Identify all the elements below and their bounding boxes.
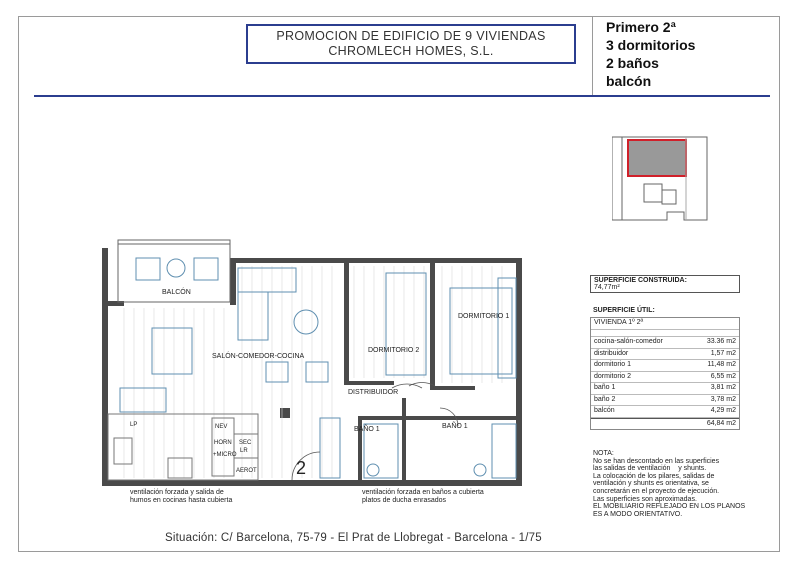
toilet-bath2 (474, 464, 486, 476)
room-name: cocina-salón-comedor (594, 338, 663, 345)
label-distribuidor: DISTRIBUIDOR (348, 389, 399, 396)
wall-south (102, 480, 522, 486)
table-title-row (591, 318, 739, 330)
table-row (591, 372, 739, 384)
room-name: distribuidor (594, 349, 629, 357)
shower-bath2 (492, 424, 516, 478)
label-lr: LR (240, 448, 248, 454)
wall-living-dorm2 (344, 263, 349, 383)
caption-baths-line: platos de ducha enrasados (362, 496, 447, 504)
developer-name: CHROMLECH HOMES, S.L. (328, 44, 494, 58)
armchair-left (136, 258, 160, 280)
table-row (591, 349, 739, 361)
label-horn: HORN (214, 440, 232, 446)
label-salon: SALÓN-COMEDOR-COCINA (212, 353, 305, 360)
table-title: VIVIENDA 1º 2ª (594, 319, 644, 326)
table-row (591, 360, 739, 372)
project-title-box (246, 24, 576, 64)
table-spacer-row (591, 330, 739, 337)
wall-north (230, 258, 516, 263)
toilet-bath1 (367, 464, 379, 476)
useful-surface-label: SUPERFICIE ÚTIL: (593, 307, 655, 314)
key-plan-edge (612, 137, 622, 220)
table-row (591, 383, 739, 395)
room-name: dormitorio 1 (594, 361, 631, 368)
wall-bath1-north (362, 416, 402, 420)
cooktop (168, 458, 192, 478)
room-area: 3,78 m2 (710, 395, 736, 403)
room-area: 4,29 m2 (710, 407, 736, 414)
note-line: concretarán en el proyecto de ejecución. (593, 487, 720, 495)
table-row (591, 395, 739, 407)
header-divider (592, 16, 593, 96)
label-nev: NEV (215, 424, 228, 430)
wall-balcony-side (230, 258, 236, 305)
situation-line: Situación: C/ Barcelona, 75-79 - El Prat de Llobregat - Barcelona - 1/75 (165, 532, 542, 544)
unit-extra: balcón (606, 73, 652, 89)
table-row (591, 406, 739, 418)
note-title: NOTA: (593, 450, 614, 457)
armchair-right (194, 258, 218, 280)
sideboard (120, 388, 166, 412)
key-plan-unit-highlight (628, 140, 686, 176)
table-total-row (591, 418, 739, 430)
floor-hatch (124, 266, 502, 478)
sofa-back (238, 268, 296, 292)
living-chair-1 (266, 362, 288, 382)
note-line: Las superficies son aproximadas. (593, 495, 697, 503)
hall-cabinet (320, 418, 340, 478)
note-line: EL MOBILIARIO REFLEJADO EN LOS PLANOS (593, 503, 746, 511)
label-micro: +MICRO (213, 452, 237, 458)
note-line: ES A MODO ORIENTATIVO. (593, 510, 683, 518)
bed-dorm2 (386, 273, 426, 375)
key-plan-stair (644, 184, 662, 202)
constructed-surface-label: SUPERFICIE CONSTRUIDA: (594, 277, 687, 284)
note-line: las salidas de ventilación y shunts. (593, 465, 707, 473)
note-line: La colocación de los pilares, salidas de (593, 472, 715, 480)
washer-dryer (234, 434, 258, 458)
living-chair-2 (306, 362, 328, 382)
wall-west (102, 248, 108, 486)
room-name: baño 2 (594, 395, 616, 403)
surface-table (590, 275, 740, 430)
useful-surface-rows (590, 317, 740, 430)
key-plan-lift (662, 190, 676, 204)
wardrobe-dorm1 (498, 278, 516, 378)
room-area: 1,57 m2 (710, 349, 736, 357)
wall-dorm2-south (344, 381, 394, 385)
dining-table (152, 328, 192, 374)
total-area: 64,84 m2 (706, 419, 736, 427)
sink (114, 438, 132, 464)
unit-summary (606, 18, 695, 90)
note-block (593, 450, 778, 518)
bed-dorm1 (450, 288, 512, 374)
caption-kitchen-line: ventilación forzada y salida de (130, 489, 224, 496)
label-bano-1: BAÑO 1 (354, 426, 380, 433)
label-bano-2: BAÑO 1 (442, 423, 468, 430)
label-aerot: AEROT (236, 468, 257, 474)
wall-bath-divider (402, 398, 406, 486)
room-area: 11,48 m2 (707, 361, 736, 368)
room-area: 3,81 m2 (710, 384, 736, 391)
unit-bedrooms: 3 dormitorios (606, 37, 696, 53)
label-balcon: BALCÓN (162, 289, 191, 296)
project-title: PROMOCION DE EDIFICIO DE 9 VIVIENDAS (276, 29, 546, 43)
room-name: baño 1 (594, 384, 616, 391)
header-rule (34, 95, 770, 97)
label-sec: SEC (239, 440, 252, 446)
constructed-surface-value: 74,77m² (594, 284, 620, 291)
caption-kitchen-line: humos en cocinas hasta cubierta (130, 496, 233, 504)
caption-baths (362, 489, 484, 504)
constructed-surface-box (590, 275, 740, 293)
floor-plan (102, 238, 532, 488)
side-table (167, 259, 185, 277)
unit-bathrooms: 2 baños (606, 55, 659, 71)
sofa-chaise (238, 292, 268, 340)
room-area: 33.36 m2 (706, 338, 736, 345)
wall-dorm1-south (430, 386, 475, 390)
note-line: ventilación y shunts es orientativa, se (593, 480, 709, 488)
coffee-table (294, 310, 318, 334)
label-dormitorio-2: DORMITORIO 2 (368, 347, 420, 354)
room-area: 6,55 m2 (710, 372, 736, 380)
label-lp: LP (130, 422, 138, 428)
unit-floor: Primero 2ª (606, 19, 676, 35)
note-line: No se han descontado en las superficies (593, 457, 720, 465)
room-name: balcón (594, 407, 615, 414)
caption-kitchen (130, 489, 232, 504)
pillar (280, 408, 290, 418)
door-dorm2-swing (392, 384, 422, 388)
key-plan (612, 132, 722, 227)
label-dormitorio-1: DORMITORIO 1 (458, 313, 510, 320)
caption-baths-line: ventilación forzada en baños a cubierta (362, 489, 484, 496)
entry-door-number: 2 (296, 458, 307, 478)
room-name: dormitorio 2 (594, 372, 631, 380)
wall-east (516, 258, 522, 486)
wall-bath2-north (406, 416, 516, 420)
table-row (591, 337, 739, 349)
wall-dorm2-dorm1 (430, 263, 435, 388)
